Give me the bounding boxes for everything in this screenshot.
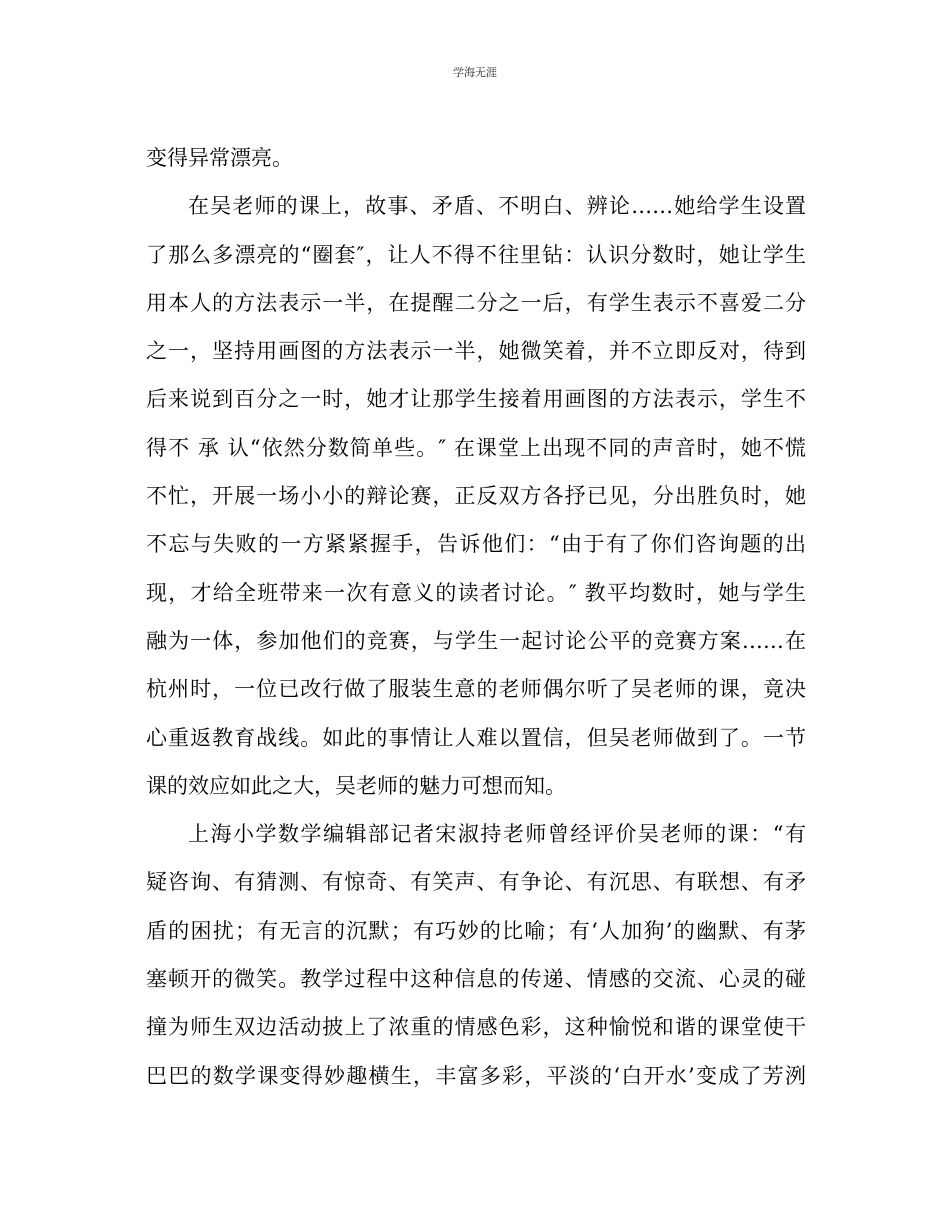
text-line: 不忙，开展一场小小的辩论赛，正反双方各抒已见，分出胜负时，她 (146, 484, 806, 509)
text-line: 盾的困扰；有无言的沉默；有巧妙的比喻；有‘人加狗’的幽默、有茅 (146, 918, 806, 943)
text-line: 后来说到百分之一时，她才让那学生接着用画图的方法表示，学生不 (146, 387, 806, 412)
text-line: 现，才给全班带来一次有意义的读者讨论。″ 教平均数时，她与学生 (146, 580, 806, 605)
text-line: 撞为师生双边活动披上了浓重的情感色彩，这种愉悦和谐的课堂使干 (146, 1015, 806, 1040)
text-line: 心重返教育战线。如此的事情让人难以置信，但吴老师做到了。一节 (146, 725, 806, 750)
text-line: 之一，坚持用画图的方法表示一半，她微笑着，并不立即反对，待到 (146, 339, 806, 364)
paragraph-start-line: 上海小学数学编辑部记者宋淑持老师曾经评价吴老师的课：“有 (188, 822, 806, 847)
text-line: 疑咨询、有猜测、有惊奇、有笑声、有争论、有沉思、有联想、有矛 (146, 870, 806, 895)
text-line: 不忘与失败的一方紧紧握手，告诉他们：“由于有了你们咨询题的出 (146, 532, 806, 557)
text-line: 塞顿开的微笑。教学过程中这种信息的传递、情感的交流、心灵的碰 (146, 967, 806, 992)
text-line: 用本人的方法表示一半，在提醒二分之一后，有学生表示不喜爱二分 (146, 290, 806, 315)
text-line: 变得异常漂亮。 (146, 146, 293, 170)
text-line: 得不 承 认“依然分数简单些。″ 在课堂上出现不同的声音时，她不慌 (146, 435, 806, 460)
text-line: 巴巴的数学课变得妙趣横生，丰富多彩，平淡的‘白开水’变成了芳洌 (146, 1063, 806, 1088)
page-header: 学海无涯 (453, 66, 497, 79)
document-body (146, 138, 806, 1104)
text-line: 课的效应如此之大，吴老师的魅力可想而知。 (146, 773, 566, 798)
paragraph-start-line: 在吴老师的课上，故事、矛盾、不明白、辨论……她给学生设置 (188, 194, 806, 219)
text-line: 杭州时，一位已改行做了服装生意的老师偶尔听了吴老师的课，竟决 (146, 677, 806, 702)
text-line: 了那么多漂亮的“圈套″，让人不得不往里钻：认识分数时，她让学生 (146, 242, 806, 267)
text-line: 融为一体，参加他们的竞赛，与学生一起讨论公平的竞赛方案……在 (146, 628, 806, 653)
